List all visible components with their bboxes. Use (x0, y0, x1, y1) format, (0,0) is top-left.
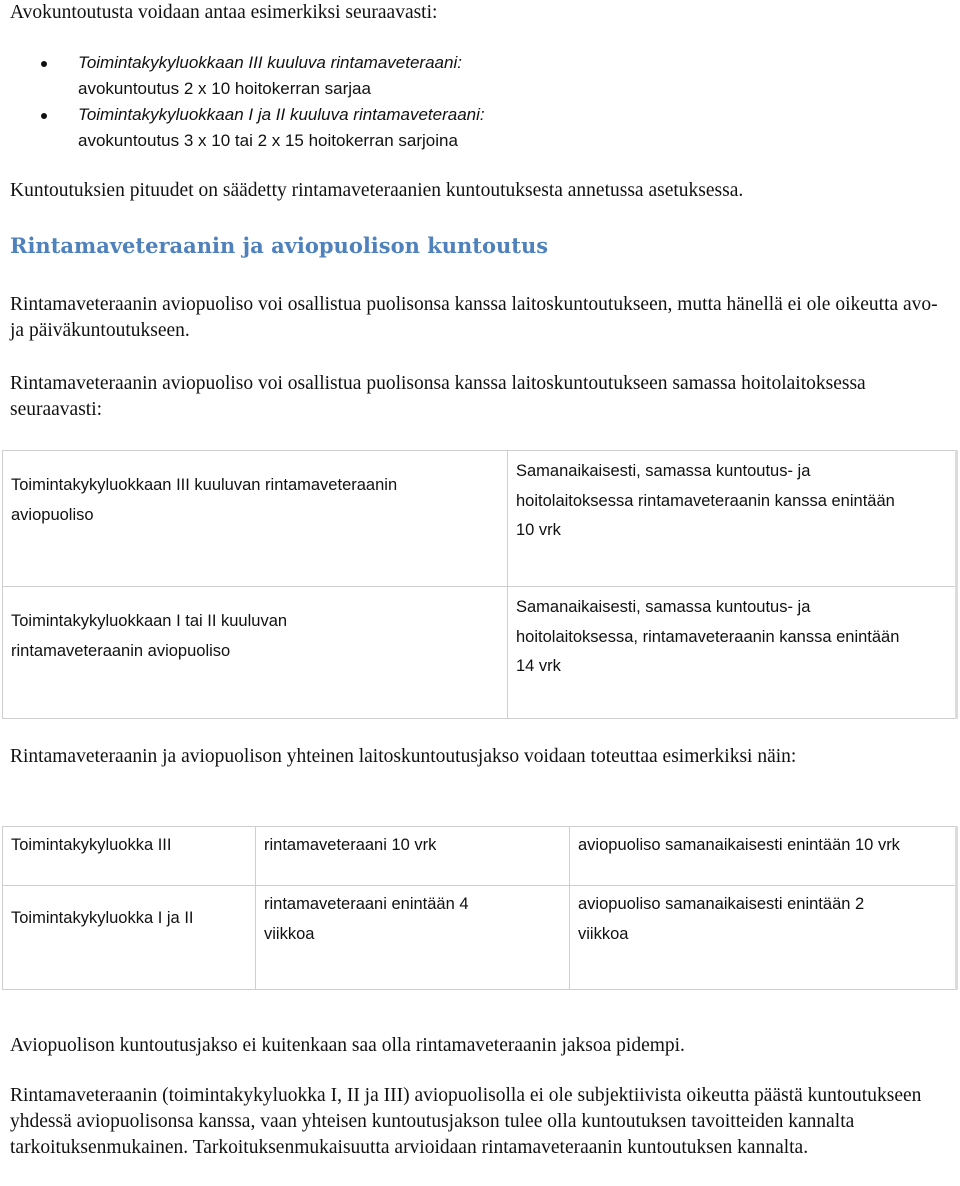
cell-line: Toimintakykyluokka III (11, 836, 172, 854)
cell-line: 14 vrk (516, 657, 561, 675)
list-item-line2: avokuntoutus 3 x 10 tai 2 x 15 hoitokerran sarjoina (78, 131, 458, 150)
table-row (3, 587, 957, 719)
bullet-icon (41, 113, 47, 119)
table-row (3, 451, 957, 587)
cell-line: 10 vrk (516, 521, 561, 539)
cell-line: rintamaveteraani 10 vrk (264, 836, 437, 854)
table-cell-veteran (256, 886, 570, 990)
list-item (78, 50, 462, 102)
cell-line: viikkoa (264, 924, 315, 943)
cell-line: hoitolaitoksessa rintamaveteraanin kanssa enintään (516, 491, 895, 510)
durations-note: Kuntoutuksien pituudet on säädetty rintamaveteraanien kuntoutuksesta annetussa asetuksessa. (10, 180, 744, 201)
table-cell-how (508, 451, 957, 587)
table-cell-class (3, 886, 256, 990)
paragraph-period-limit: Aviopuolison kuntoutusjakso ei kuitenkaan saa olla rintamaveteraanin jaksoa pidempi. (10, 1035, 685, 1056)
table-row (3, 827, 957, 886)
joint-period-table (2, 826, 958, 990)
cell-line: Toimintakykyluokkaan I tai II kuuluvan (11, 612, 288, 630)
paragraph-joint-period: Rintamaveteraanin ja aviopuolison yhteinen laitoskuntoutusjakso voidaan toteuttaa esimerkiksi näin: (10, 746, 797, 767)
cell-line: aviopuoliso samanaikaisesti enintään 10 vrk (578, 836, 900, 854)
spouse-rehab-table (2, 450, 958, 719)
cell-line: viikkoa (578, 924, 629, 943)
table-cell-how (508, 587, 957, 719)
list-item-line2: avokuntoutus 2 x 10 hoitokerran sarjaa (78, 79, 371, 98)
paragraph-spouse-same-facility: Rintamaveteraanin aviopuoliso voi osallistua puolisonsa kanssa laitoskuntoutukseen samassa hoitolaitoksessa seuraavasti: (10, 373, 866, 420)
cell-line: rintamaveteraanin aviopuoliso (11, 641, 231, 660)
list-item-line1: Toimintakykyluokkaan I ja II kuuluva rintamaveteraani: (78, 105, 485, 124)
bullet-icon (41, 61, 47, 67)
table-cell-spouse (570, 886, 957, 990)
list-item-line1: Toimintakykyluokkaan III kuuluva rintamaveteraani: (78, 53, 462, 72)
table-cell-class (3, 827, 256, 886)
cell-line: Toimintakykyluokkaan III kuuluvan rintamaveteraanin (11, 476, 398, 494)
cell-line: aviopuoliso (11, 505, 94, 524)
intro-text: Avokuntoutusta voidaan antaa esimerkiksi seuraavasti: (10, 2, 438, 23)
paragraph-spouse-eligibility: Rintamaveteraanin aviopuoliso voi osallistua puolisonsa kanssa laitoskuntoutukseen, mutta hänellä ei ole oikeutta avo- ja päiväkuntoutukseen. (10, 294, 938, 341)
table-cell-veteran (256, 827, 570, 886)
cell-line: aviopuoliso samanaikaisesti enintään 2 (578, 895, 865, 913)
section-heading: Rintamaveteraanin ja aviopuolison kuntoutus (10, 233, 549, 258)
cell-line: Samanaikaisesti, samassa kuntoutus- ja (516, 598, 811, 616)
list-item (78, 102, 485, 154)
cell-line: Toimintakykyluokka I ja II (11, 909, 194, 927)
paragraph-no-subjective-right: Rintamaveteraanin (toimintakykyluokka I, II ja III) aviopuolisolla ei ole subjektiivista oikeutta päästä kuntoutukseen yhdessä aviopuolisonsa kanssa, vaan yhteisen kuntoutusjakson tulee olla kuntoutuksen tavoitteiden kannalta tarkoituksenmukainen. Tarkoituksenmukaisuutta arvioidaan rintamaveteraanin kuntoutuksen kannalta. (10, 1085, 922, 1158)
table-row (3, 886, 957, 990)
cell-line: hoitolaitoksessa, rintamaveteraanin kanssa enintään (516, 627, 900, 646)
table-cell-who (3, 451, 508, 587)
table-cell-spouse (570, 827, 957, 886)
table-cell-who (3, 587, 508, 719)
cell-line: Samanaikaisesti, samassa kuntoutus- ja (516, 462, 811, 480)
cell-line: rintamaveteraani enintään 4 (264, 895, 469, 913)
